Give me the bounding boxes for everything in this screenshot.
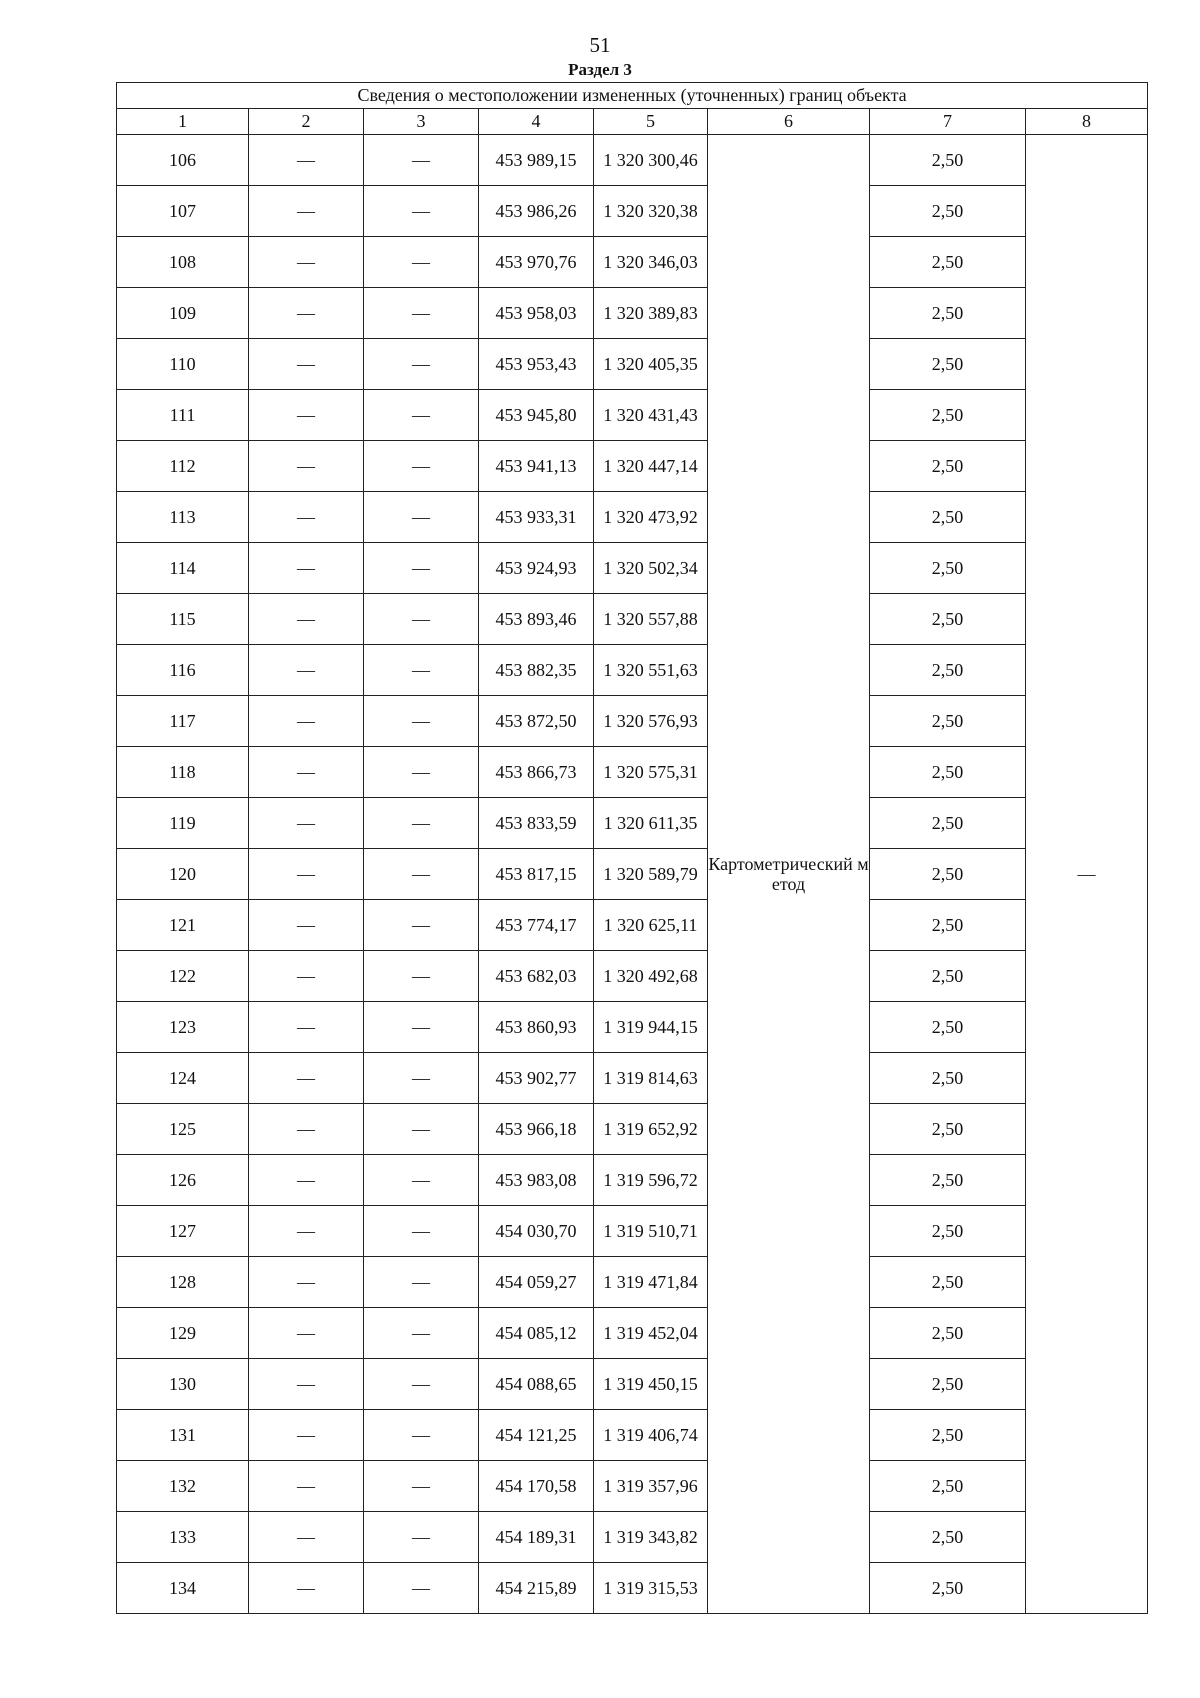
cell-accuracy: 2,50 [870, 747, 1026, 798]
cell-n: 121 [117, 900, 249, 951]
cell-n: 115 [117, 594, 249, 645]
cell-n: 127 [117, 1206, 249, 1257]
cell-x: 453 983,08 [479, 1155, 594, 1206]
cell-x: 454 088,65 [479, 1359, 594, 1410]
column-number: 4 [479, 109, 594, 135]
cell-c2: — [249, 390, 364, 441]
cell-c2: — [249, 1410, 364, 1461]
cell-accuracy: 2,50 [870, 237, 1026, 288]
cell-c3: — [364, 492, 479, 543]
table-row [117, 696, 1148, 747]
cell-x: 453 774,17 [479, 900, 594, 951]
table-row [117, 288, 1148, 339]
cell-x: 454 085,12 [479, 1308, 594, 1359]
cell-accuracy: 2,50 [870, 645, 1026, 696]
cell-y: 1 320 346,03 [594, 237, 708, 288]
cell-accuracy: 2,50 [870, 594, 1026, 645]
cell-n: 133 [117, 1512, 249, 1563]
cell-n: 126 [117, 1155, 249, 1206]
cell-x: 454 121,25 [479, 1410, 594, 1461]
cell-c3: — [364, 1563, 479, 1614]
cell-c3: — [364, 441, 479, 492]
cell-c3: — [364, 390, 479, 441]
cell-c2: — [249, 594, 364, 645]
method-cell: Картометрический метод [708, 135, 870, 1614]
cell-accuracy: 2,50 [870, 1410, 1026, 1461]
cell-x: 453 945,80 [479, 390, 594, 441]
cell-y: 1 319 315,53 [594, 1563, 708, 1614]
cell-y: 1 319 450,15 [594, 1359, 708, 1410]
cell-x: 454 030,70 [479, 1206, 594, 1257]
cell-x: 453 986,26 [479, 186, 594, 237]
cell-n: 131 [117, 1410, 249, 1461]
cell-c2: — [249, 1359, 364, 1410]
table-caption-row [117, 83, 1148, 109]
cell-c2: — [249, 339, 364, 390]
cell-x: 453 893,46 [479, 594, 594, 645]
table-row [117, 849, 1148, 900]
cell-x: 453 966,18 [479, 1104, 594, 1155]
coordinates-table [116, 82, 1148, 1614]
cell-y: 1 320 473,92 [594, 492, 708, 543]
cell-c3: — [364, 1512, 479, 1563]
cell-y: 1 319 944,15 [594, 1002, 708, 1053]
cell-c2: — [249, 1308, 364, 1359]
cell-c2: — [249, 1206, 364, 1257]
table-row [117, 492, 1148, 543]
cell-accuracy: 2,50 [870, 1257, 1026, 1308]
cell-n: 107 [117, 186, 249, 237]
cell-c2: — [249, 1104, 364, 1155]
cell-c2: — [249, 900, 364, 951]
cell-c3: — [364, 1257, 479, 1308]
cell-c3: — [364, 900, 479, 951]
column-number: 1 [117, 109, 249, 135]
cell-accuracy: 2,50 [870, 951, 1026, 1002]
table-row [117, 1257, 1148, 1308]
table-row [117, 1206, 1148, 1257]
cell-c3: — [364, 1461, 479, 1512]
cell-c3: — [364, 1155, 479, 1206]
cell-c3: — [364, 1053, 479, 1104]
cell-y: 1 320 611,35 [594, 798, 708, 849]
cell-y: 1 320 300,46 [594, 135, 708, 186]
cell-y: 1 319 652,92 [594, 1104, 708, 1155]
cell-c2: — [249, 1461, 364, 1512]
table-row [117, 186, 1148, 237]
table-row [117, 747, 1148, 798]
cell-y: 1 319 596,72 [594, 1155, 708, 1206]
cell-n: 106 [117, 135, 249, 186]
cell-n: 111 [117, 390, 249, 441]
cell-y: 1 320 502,34 [594, 543, 708, 594]
cell-x: 454 189,31 [479, 1512, 594, 1563]
cell-y: 1 320 625,11 [594, 900, 708, 951]
table-row [117, 1155, 1148, 1206]
cell-c2: — [249, 696, 364, 747]
cell-y: 1 320 575,31 [594, 747, 708, 798]
cell-c3: — [364, 696, 479, 747]
table-row [117, 1104, 1148, 1155]
cell-accuracy: 2,50 [870, 696, 1026, 747]
cell-n: 132 [117, 1461, 249, 1512]
cell-accuracy: 2,50 [870, 1104, 1026, 1155]
cell-n: 117 [117, 696, 249, 747]
cell-y: 1 320 492,68 [594, 951, 708, 1002]
cell-c3: — [364, 543, 479, 594]
cell-x: 453 860,93 [479, 1002, 594, 1053]
table-row [117, 1308, 1148, 1359]
cell-accuracy: 2,50 [870, 441, 1026, 492]
cell-c3: — [364, 849, 479, 900]
column-number: 7 [870, 109, 1026, 135]
cell-accuracy: 2,50 [870, 1512, 1026, 1563]
cell-c3: — [364, 1359, 479, 1410]
cell-n: 129 [117, 1308, 249, 1359]
cell-x: 453 872,50 [479, 696, 594, 747]
cell-n: 122 [117, 951, 249, 1002]
cell-y: 1 319 510,71 [594, 1206, 708, 1257]
table-row [117, 1512, 1148, 1563]
cell-c2: — [249, 1155, 364, 1206]
cell-accuracy: 2,50 [870, 849, 1026, 900]
table-row [117, 1461, 1148, 1512]
table-body [117, 135, 1148, 1614]
cell-n: 116 [117, 645, 249, 696]
cell-y: 1 320 576,93 [594, 696, 708, 747]
cell-c2: — [249, 1053, 364, 1104]
cell-x: 453 882,35 [479, 645, 594, 696]
cell-c2: — [249, 798, 364, 849]
cell-accuracy: 2,50 [870, 798, 1026, 849]
table-row [117, 798, 1148, 849]
cell-c2: — [249, 849, 364, 900]
cell-accuracy: 2,50 [870, 492, 1026, 543]
table-row [117, 390, 1148, 441]
table-row [117, 900, 1148, 951]
cell-c3: — [364, 1206, 479, 1257]
cell-y: 1 319 343,82 [594, 1512, 708, 1563]
cell-n: 112 [117, 441, 249, 492]
cell-accuracy: 2,50 [870, 900, 1026, 951]
cell-accuracy: 2,50 [870, 339, 1026, 390]
cell-x: 453 933,31 [479, 492, 594, 543]
cell-c2: — [249, 492, 364, 543]
cell-y: 1 320 405,35 [594, 339, 708, 390]
cell-accuracy: 2,50 [870, 543, 1026, 594]
cell-y: 1 319 471,84 [594, 1257, 708, 1308]
cell-c3: — [364, 288, 479, 339]
column-8-cell: — [1026, 135, 1148, 1614]
cell-c3: — [364, 1104, 479, 1155]
table-row [117, 951, 1148, 1002]
cell-c3: — [364, 1308, 479, 1359]
column-number: 5 [594, 109, 708, 135]
column-number: 3 [364, 109, 479, 135]
table-row [117, 543, 1148, 594]
cell-n: 134 [117, 1563, 249, 1614]
cell-y: 1 320 431,43 [594, 390, 708, 441]
cell-y: 1 320 389,83 [594, 288, 708, 339]
cell-c3: — [364, 798, 479, 849]
cell-c3: — [364, 747, 479, 798]
cell-c3: — [364, 339, 479, 390]
cell-n: 130 [117, 1359, 249, 1410]
cell-y: 1 319 357,96 [594, 1461, 708, 1512]
page-number: 51 [589, 33, 611, 57]
cell-n: 114 [117, 543, 249, 594]
cell-c2: — [249, 186, 364, 237]
column-number: 8 [1026, 109, 1148, 135]
cell-x: 453 989,15 [479, 135, 594, 186]
table-row [117, 339, 1148, 390]
cell-accuracy: 2,50 [870, 1461, 1026, 1512]
table-row [117, 645, 1148, 696]
cell-n: 119 [117, 798, 249, 849]
cell-y: 1 320 447,14 [594, 441, 708, 492]
table-row [117, 135, 1148, 186]
table-row [117, 594, 1148, 645]
cell-n: 113 [117, 492, 249, 543]
cell-x: 454 215,89 [479, 1563, 594, 1614]
cell-accuracy: 2,50 [870, 1359, 1026, 1410]
section-title: Раздел 3 [568, 60, 632, 79]
column-number-row [117, 109, 1148, 135]
cell-n: 108 [117, 237, 249, 288]
cell-x: 453 953,43 [479, 339, 594, 390]
cell-c2: — [249, 543, 364, 594]
cell-c3: — [364, 594, 479, 645]
cell-c2: — [249, 747, 364, 798]
cell-x: 453 941,13 [479, 441, 594, 492]
cell-x: 453 833,59 [479, 798, 594, 849]
cell-y: 1 319 406,74 [594, 1410, 708, 1461]
table-row [117, 1053, 1148, 1104]
cell-x: 453 902,77 [479, 1053, 594, 1104]
cell-x: 454 170,58 [479, 1461, 594, 1512]
column-number: 6 [708, 109, 870, 135]
cell-c2: — [249, 237, 364, 288]
cell-accuracy: 2,50 [870, 1002, 1026, 1053]
cell-y: 1 319 814,63 [594, 1053, 708, 1104]
cell-accuracy: 2,50 [870, 186, 1026, 237]
cell-n: 118 [117, 747, 249, 798]
cell-c2: — [249, 1257, 364, 1308]
cell-n: 109 [117, 288, 249, 339]
column-number: 2 [249, 109, 364, 135]
cell-c3: — [364, 186, 479, 237]
cell-c3: — [364, 1002, 479, 1053]
cell-y: 1 320 557,88 [594, 594, 708, 645]
cell-n: 123 [117, 1002, 249, 1053]
cell-n: 124 [117, 1053, 249, 1104]
cell-c2: — [249, 288, 364, 339]
cell-accuracy: 2,50 [870, 288, 1026, 339]
cell-accuracy: 2,50 [870, 1308, 1026, 1359]
cell-accuracy: 2,50 [870, 1155, 1026, 1206]
table-row [117, 1002, 1148, 1053]
cell-c3: — [364, 645, 479, 696]
cell-y: 1 320 320,38 [594, 186, 708, 237]
table-row [117, 1359, 1148, 1410]
cell-y: 1 320 589,79 [594, 849, 708, 900]
cell-accuracy: 2,50 [870, 1053, 1026, 1104]
cell-x: 453 958,03 [479, 288, 594, 339]
cell-accuracy: 2,50 [870, 390, 1026, 441]
cell-c3: — [364, 135, 479, 186]
table-caption: Сведения о местоположении измененных (уточненных) границ объекта [117, 83, 1148, 109]
table-row [117, 1410, 1148, 1461]
cell-c3: — [364, 1410, 479, 1461]
cell-x: 453 866,73 [479, 747, 594, 798]
table-row [117, 441, 1148, 492]
cell-n: 110 [117, 339, 249, 390]
cell-n: 125 [117, 1104, 249, 1155]
table-row [117, 1563, 1148, 1614]
cell-c2: — [249, 1002, 364, 1053]
cell-x: 453 817,15 [479, 849, 594, 900]
cell-x: 453 924,93 [479, 543, 594, 594]
table-row [117, 237, 1148, 288]
cell-c2: — [249, 441, 364, 492]
cell-accuracy: 2,50 [870, 1563, 1026, 1614]
cell-x: 453 682,03 [479, 951, 594, 1002]
cell-c2: — [249, 645, 364, 696]
cell-c2: — [249, 951, 364, 1002]
cell-c2: — [249, 1512, 364, 1563]
cell-x: 454 059,27 [479, 1257, 594, 1308]
cell-n: 120 [117, 849, 249, 900]
cell-c3: — [364, 237, 479, 288]
cell-y: 1 319 452,04 [594, 1308, 708, 1359]
cell-c2: — [249, 135, 364, 186]
cell-x: 453 970,76 [479, 237, 594, 288]
cell-accuracy: 2,50 [870, 135, 1026, 186]
cell-c2: — [249, 1563, 364, 1614]
cell-c3: — [364, 951, 479, 1002]
cell-n: 128 [117, 1257, 249, 1308]
cell-accuracy: 2,50 [870, 1206, 1026, 1257]
cell-y: 1 320 551,63 [594, 645, 708, 696]
